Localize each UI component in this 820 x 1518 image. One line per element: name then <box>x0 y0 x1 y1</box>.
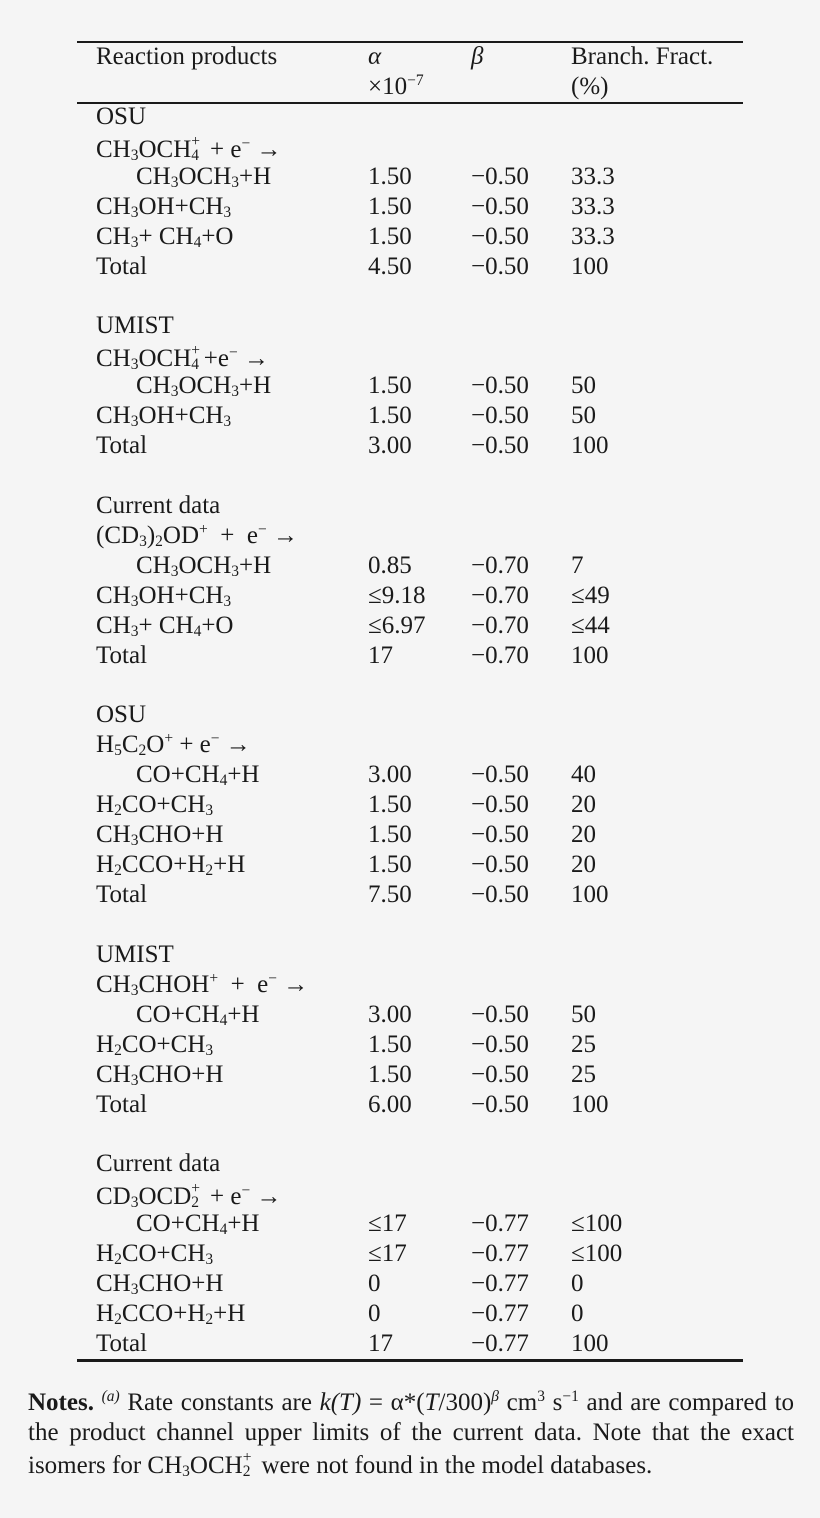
reaction-equation: $CH_3CHOH^+ + e^-$ → <box>96 970 309 1000</box>
table-row: $CH_3OCH_3+H$ 1.50 −0.50 33.3 <box>136 163 615 192</box>
header-branch-fraction: Branch. Fract. (%) <box>571 43 714 100</box>
reaction-equation: $CH_3OCH$ + 4 +e− → <box>96 341 269 374</box>
table-row: $CH_3+ CH_4+O$ ≤6.97 −0.70 ≤44 <box>96 612 610 641</box>
reaction-equation: $CD_3OCD$ + 2 + e− → <box>96 1179 282 1212</box>
header-beta: β <box>471 43 484 70</box>
reaction-equation: $(CD_3)_2OD^+ + e^-$ → <box>96 521 298 551</box>
table-row: $CO+CH_4+H$ 3.00 −0.50 40 <box>136 761 596 790</box>
table-row: $CH_3CHO+H$ 1.50 −0.50 20 <box>96 821 596 850</box>
table-row: $CH_3OCH_3+H$ 1.50 −0.50 50 <box>136 372 596 401</box>
notes-marker: (a) <box>101 1388 120 1406</box>
table-row: $CH_3OH+CH_3$ ≤9.18 −0.70 ≤49 <box>96 582 610 611</box>
table-row: $CO+CH_4+H$ ≤17 −0.77 ≤100 <box>136 1210 623 1239</box>
section-source: Current data <box>96 1150 221 1177</box>
table-row-total: Total 7.50 −0.50 100 <box>96 881 609 908</box>
reaction-equation: $H_5C_2O^+ + e^-$ → <box>96 730 251 760</box>
table-row: $CH_3+ CH_4+O$ 1.50 −0.50 33.3 <box>96 223 615 252</box>
table-row: $CH_3OCH_3+H$ 0.85 −0.70 7 <box>136 552 584 581</box>
section-source: UMIST <box>96 941 174 968</box>
table-row: $CH_3CHO+H$ 1.50 −0.50 25 <box>96 1061 596 1090</box>
table-row-total: Total 17 −0.77 100 <box>96 1330 609 1357</box>
header-alpha-symbol: α <box>368 43 382 70</box>
table-bottom-rule <box>77 1359 743 1362</box>
header-alpha <box>368 42 424 102</box>
section-source: Current data <box>96 492 221 519</box>
header-alpha-unit: $\times 10^{-7}$ <box>368 72 424 100</box>
notes-label: Notes. <box>28 1389 94 1416</box>
table-row: $CH_3CHO+H$ 0 −0.77 0 <box>96 1270 584 1299</box>
table-row: $CO+CH_4+H$ 3.00 −0.50 50 <box>136 1001 596 1030</box>
section-source: UMIST <box>96 312 174 339</box>
table-row: $CH_3OH+CH_3$ 1.50 −0.50 50 <box>96 402 596 431</box>
table-row-total: Total 6.00 −0.50 100 <box>96 1091 609 1118</box>
table-row-total: Total 4.50 −0.50 100 <box>96 253 609 280</box>
table-notes: Notes. $^{(a)}$ Rate constants are $k(T) = \alpha*(T/300)^\beta$ $cm^3$ $s^{-1}$ and are compared to the product channel upper limits of the current data. Note that the exact isomers for $CH_3OCH$ + 2 were not found in the model databases. <box>28 1388 795 1481</box>
reaction-equation: $CH_3OCH$ + 4 + e− → <box>96 132 282 165</box>
header-reaction-products: Reaction products <box>96 43 278 70</box>
table-row: $H_2CO+CH_3$ 1.50 −0.50 25 <box>96 1031 596 1060</box>
table-row: $H_2CCO+H_2+H$ 0 −0.77 0 <box>96 1300 584 1329</box>
table-row: $H_2CO+CH_3$ 1.50 −0.50 20 <box>96 791 596 820</box>
table-row: $CH_3OH+CH_3$ 1.50 −0.50 33.3 <box>96 193 615 222</box>
section-source: OSU <box>96 103 147 130</box>
table-row: $H_2CCO+H_2+H$ 1.50 −0.50 20 <box>96 851 596 880</box>
table-row-total: Total 3.00 −0.50 100 <box>96 432 609 459</box>
section-source: OSU <box>96 701 147 728</box>
table-row: $H_2CO+CH_3$ ≤17 −0.77 ≤100 <box>96 1240 623 1269</box>
table-row-total: Total 17 −0.70 100 <box>96 642 609 669</box>
